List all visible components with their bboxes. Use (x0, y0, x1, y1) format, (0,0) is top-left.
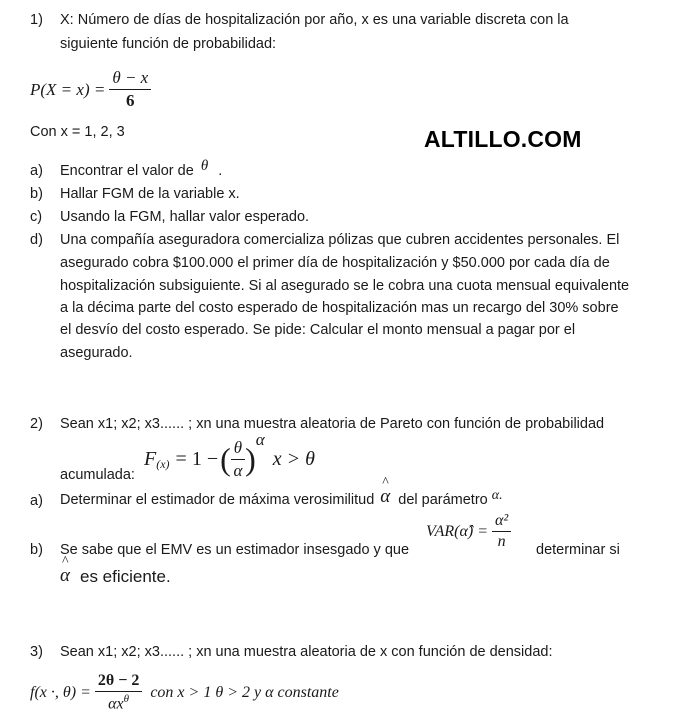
q2-formula-eq: = 1 − (175, 448, 219, 470)
q1-a-label: a) (30, 163, 43, 179)
q2-b-line2 (60, 565, 171, 587)
q1-d-label: d) (30, 232, 43, 248)
q2-b-numerator: α² (492, 512, 511, 532)
q2-formula-lparen: ( (220, 441, 231, 477)
q2-b-var: VAR(α̂) = (426, 522, 488, 540)
q2-b-fraction (492, 512, 511, 551)
q2-acumulada: acumulada: (60, 467, 135, 483)
q1-a-end: . (218, 163, 223, 179)
q1-d-line-3: hospitalización subsiguiente. Si al asegurado se le cobra una cuota mensual equivalente (60, 278, 630, 294)
q3-formula-den-exp: θ (123, 693, 130, 705)
q2-number: 2) (30, 416, 43, 432)
q1-a-theta: θ (200, 158, 209, 174)
q1-d-line-1: Una compañía aseguradora comercializa pólizas que cubren accidentes personales. El (60, 232, 620, 248)
q3-formula-lhs: f(x ·, θ) = (30, 683, 91, 701)
q3-formula-denominator (108, 692, 129, 713)
q2-a-alpha: α. (491, 488, 503, 503)
q1-number: 1) (30, 12, 43, 28)
q3-formula-fraction (95, 672, 142, 713)
q1-d-line-5: el desvío del costo esperado. Se pide: Calcular el monto mensual a pagar por el (60, 322, 576, 338)
q2-a-label: a) (30, 493, 43, 509)
q2-formula-condition: x > θ (272, 448, 315, 470)
q1-c-text: Usando la FGM, hallar valor esperado. (60, 209, 310, 225)
q2-formula-denominator: α (233, 461, 243, 480)
q2-formula-F: F (144, 448, 157, 470)
q1-a-item (60, 158, 223, 180)
q2-b-alpha-hat: ^ α (60, 565, 70, 587)
q1-c-label: c) (30, 209, 43, 225)
q2-b-formula (426, 512, 511, 551)
q3-formula-den-base: αx (108, 695, 124, 713)
q2-a-alpha-hat: ^ α (380, 486, 390, 508)
q1-domain: Con x = 1, 2, 3 (30, 124, 125, 140)
q2-b-denominator: n (497, 533, 506, 550)
q3-formula (30, 672, 339, 713)
q2-formula-fraction (231, 438, 245, 481)
q1-a-text: Encontrar el valor de (60, 163, 194, 179)
q1-formula-denominator: 6 (126, 91, 135, 110)
q3-number: 3) (30, 644, 43, 660)
q1-formula-numerator: θ − x (109, 68, 151, 90)
q2-formula-rparen: ) (245, 441, 256, 477)
q1-intro-line1: X: Número de días de hospitalización por año, x es una variable discreta con la (60, 12, 569, 28)
q2-b-text: Se sabe que el EMV es un estimador insesgado y que (60, 542, 410, 558)
q2-intro: Sean x1; x2; x3...... ; xn una muestra aleatoria de Pareto con función de probabilidad (60, 416, 605, 432)
q2-formula-exponent: α (255, 429, 265, 449)
q2-a-item (60, 486, 503, 508)
watermark: ALTILLO.COM (424, 126, 582, 152)
q1-formula-lhs: P(X = x) = (30, 79, 106, 99)
q3-intro: Sean x1; x2; x3...... ; xn una muestra aleatoria de x con función de densidad: (60, 644, 553, 660)
q3-formula-condition: con x > 1 θ > 2 y α constante (150, 683, 339, 701)
q1-intro-line2: siguiente función de probabilidad: (60, 36, 277, 52)
q1-d-line-6: asegurado. (60, 345, 133, 361)
q2-a-text: Determinar el estimador de máxima verosimilitud (60, 492, 375, 508)
q2-b-label: b) (30, 542, 43, 558)
q2-formula-numerator: θ (231, 438, 245, 460)
q2-b-text3: es eficiente. (79, 567, 171, 586)
q2-b-text2: determinar si (536, 542, 620, 558)
q1-d-line-4: a la décima parte del costo esperado de hospitalización mas un recargo del 30% sobre (60, 300, 619, 316)
q3-formula-numerator: 2θ − 2 (95, 672, 142, 692)
q1-formula (30, 68, 151, 111)
q1-d-line-2: asegurado cobra $100.000 el primer día de hospitalización y $50.000 por cada día de (60, 255, 610, 271)
q1-b-label: b) (30, 186, 43, 202)
q2-formula-sub: (x) (156, 457, 170, 471)
q2-a-text2: del parámetro (398, 492, 488, 508)
q2-formula (144, 429, 315, 481)
q1-formula-fraction (109, 68, 151, 111)
q1-b-text: Hallar FGM de la variable x. (60, 186, 240, 202)
